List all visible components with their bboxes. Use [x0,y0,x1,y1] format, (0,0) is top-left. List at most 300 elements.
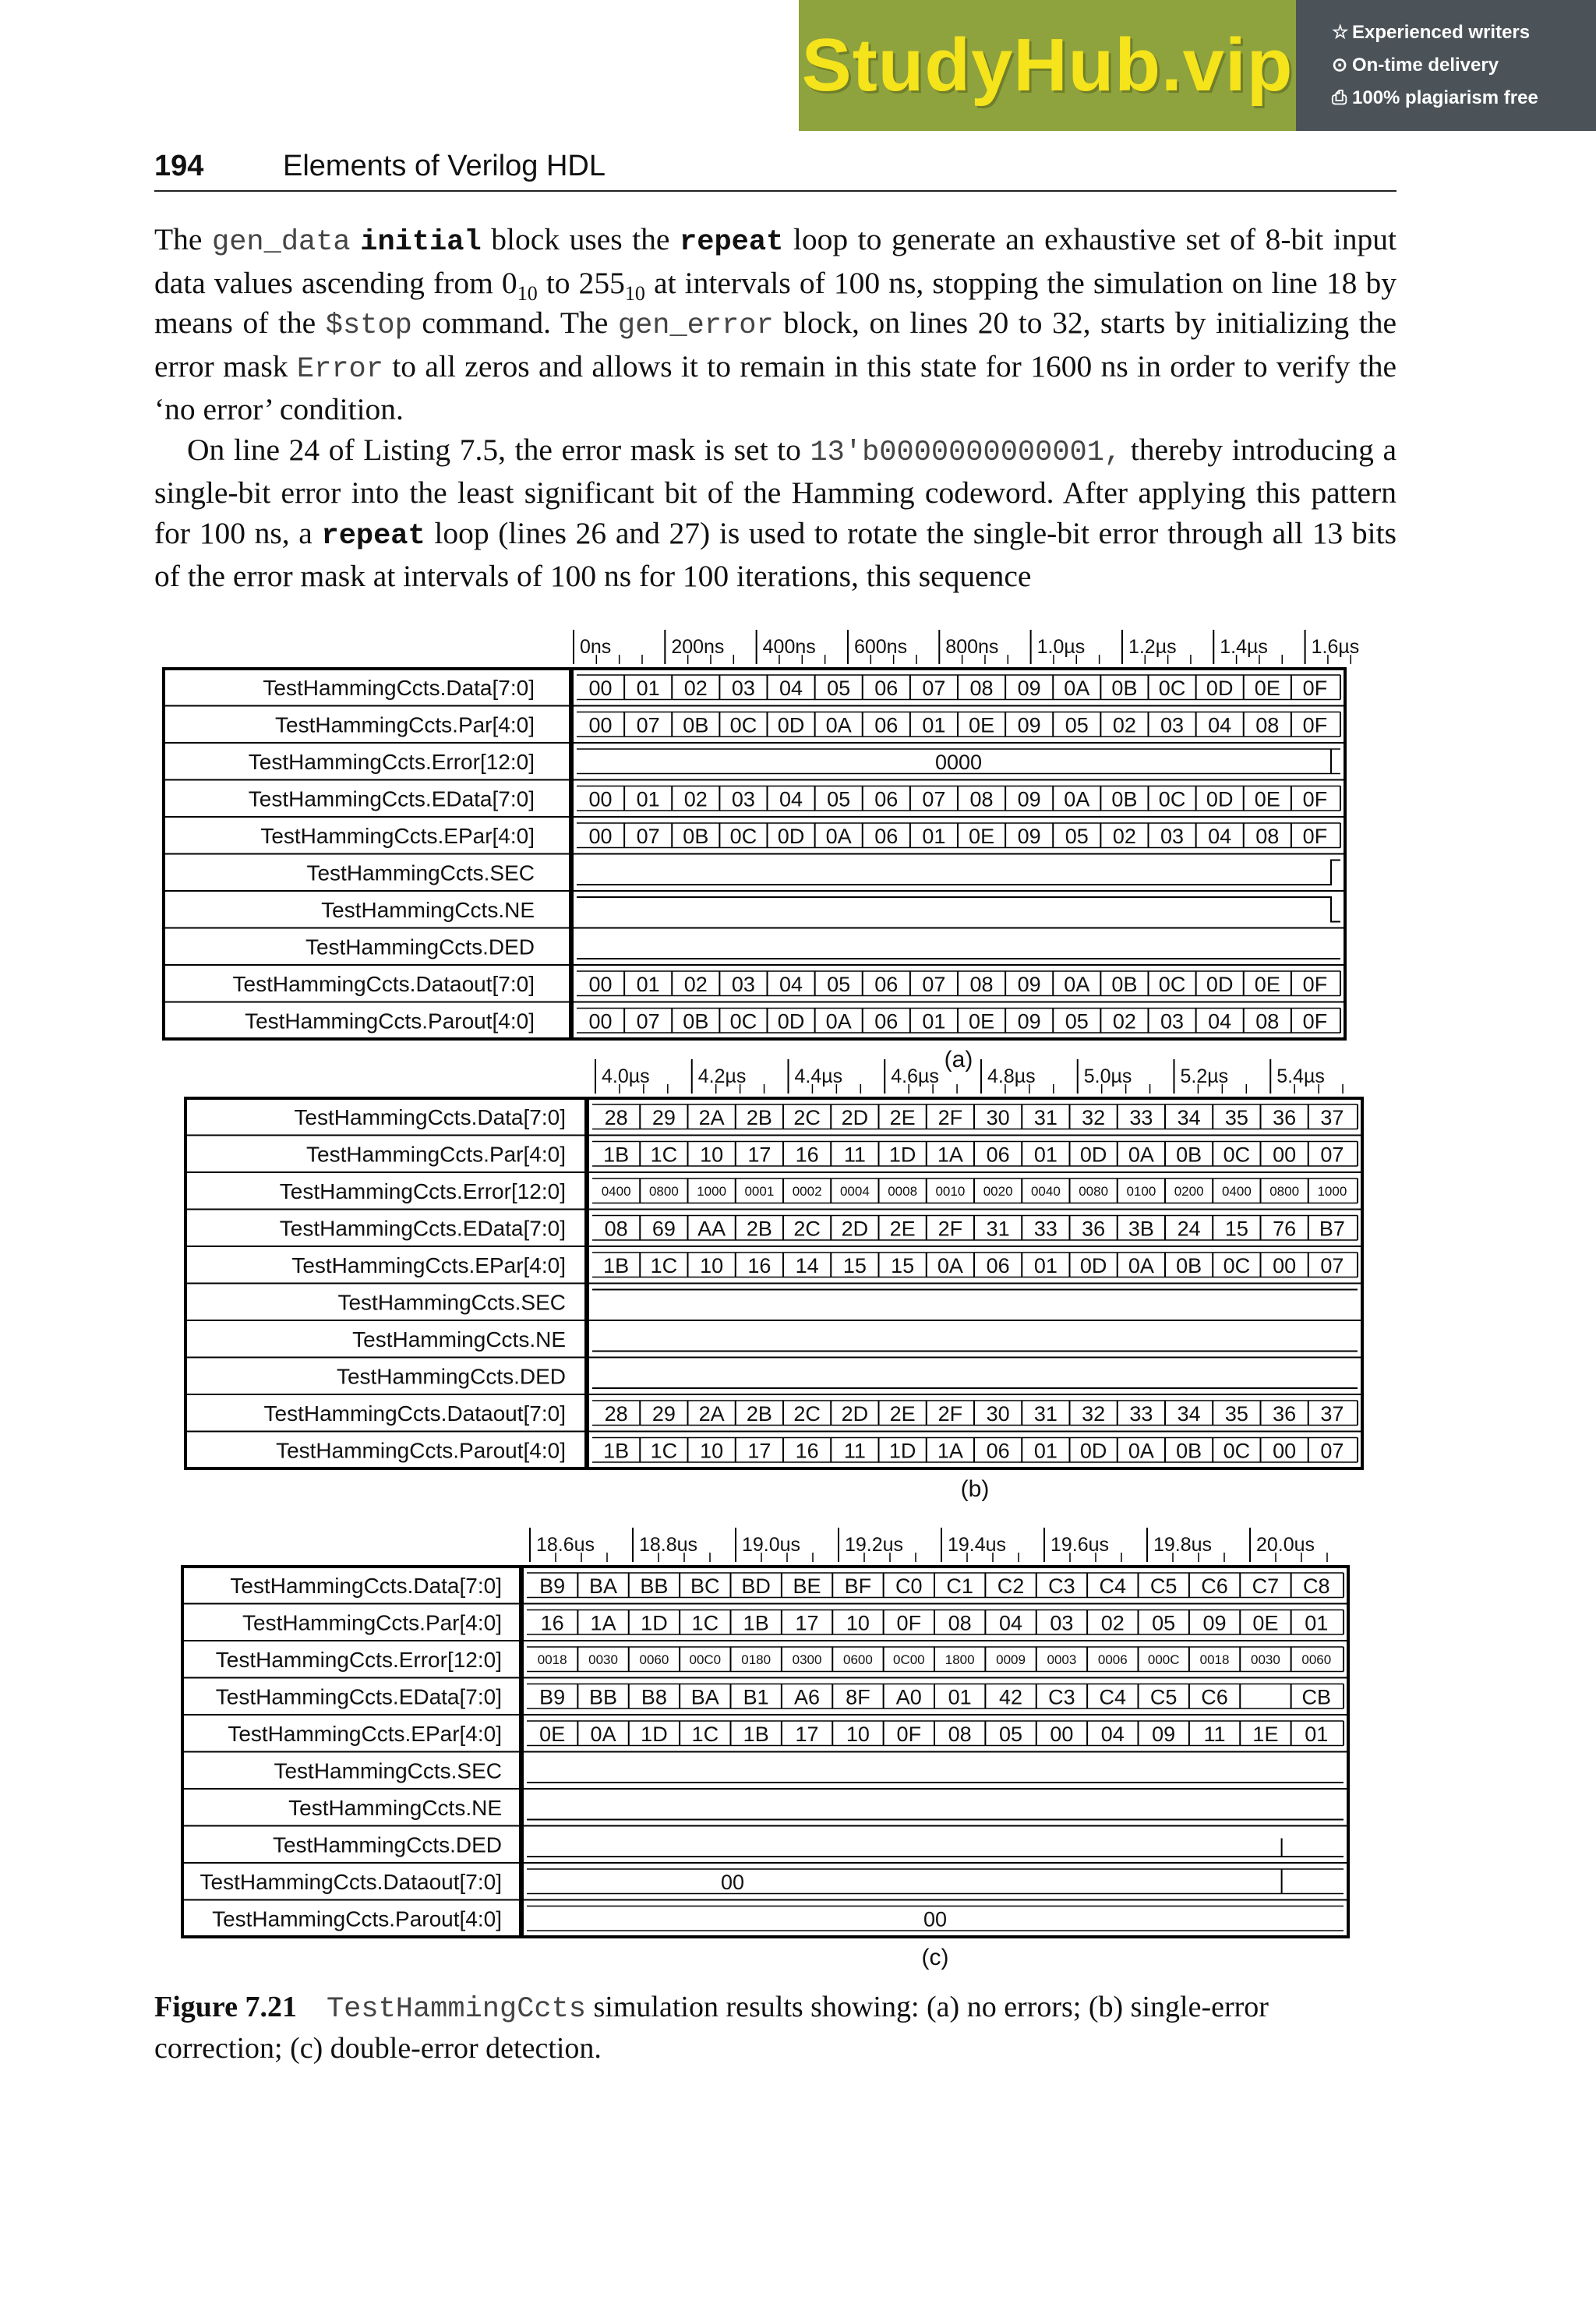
bus-value: 69 [651,1217,676,1241]
bus-value: 08 [948,1722,972,1746]
bus-value: 0A [937,1253,963,1277]
bus-value: 0E [539,1722,566,1746]
bus-value: 1D [888,1439,916,1463]
bus-value: 00C0 [689,1652,722,1667]
waveform-svg [162,624,1390,1086]
bus-value: 04 [999,1611,1023,1635]
bus-value: 17 [795,1722,819,1746]
bus-value: 02 [683,676,708,700]
bus-value: 37 [1320,1401,1344,1426]
bus-value: 06 [986,1253,1010,1277]
bus-value: 0F [1302,1009,1328,1034]
bus-value: 16 [540,1611,564,1635]
bus-value: 0010 [935,1183,966,1199]
time-tick-label: 20.0us [1256,1534,1315,1556]
bus-value: 2F [937,1217,963,1241]
bus-value: 29 [651,1105,676,1129]
bus-value: C7 [1252,1574,1280,1598]
bus-value: BA [690,1685,719,1709]
bus-value: 03 [731,676,755,700]
running-title: Elements of Verilog HDL [283,150,606,182]
time-tick-label: 18.6us [536,1534,595,1556]
bus-value: 00 [588,972,613,996]
bus-value: C8 [1303,1574,1330,1598]
time-tick-label: 0ns [580,636,612,658]
bus-value: 0800 [648,1183,679,1199]
bus-value: 0004 [839,1183,870,1199]
bus-value: 76 [1273,1217,1297,1241]
bus-value: 0A [1128,1439,1154,1463]
bus-value: 08 [1255,1009,1280,1034]
signal-name: TestHammingCcts.Parout[4:0] [276,1438,566,1463]
signal-name: TestHammingCcts.EPar[4:0] [260,823,535,848]
banner-feature-writers: ☆ Experienced writers [1332,20,1596,53]
bus-value: 0F [1302,824,1328,848]
time-tick-label: 4.6µs [891,1065,939,1087]
bus-value: 0030 [1251,1652,1280,1667]
bus-value: 2F [937,1105,963,1129]
bus-value: 05 [1065,713,1089,737]
bus-value: 1B [743,1611,769,1635]
code-term: Error [296,352,383,386]
text-run: loop (lines 26 and 27) is used to rotate the single-bit error through all 13 bits of the error mask at intervals of 100 ns for 100 iterations, this sequence [154,515,1396,593]
bus-value: 0A [1064,972,1090,996]
bus-value: 0D [777,824,805,848]
bus-value: 01 [636,972,660,996]
bus-value: 01 [1305,1611,1329,1635]
time-tick-label: 4.4µs [794,1065,843,1087]
bus-value: C1 [946,1574,973,1598]
bus-value: 0001 [744,1183,775,1199]
logic-trace [577,860,1340,885]
signal-name: TestHammingCcts.Par[4:0] [242,1610,502,1635]
signal-name: TestHammingCcts.Parout[4:0] [245,1009,535,1034]
bus-value: 00 [588,713,613,737]
bus-value: 0060 [1301,1652,1332,1667]
signal-name: TestHammingCcts.SEC [274,1758,502,1783]
bus-value: 0C [1223,1143,1251,1167]
bus-value: 1C [650,1439,678,1463]
bus-value: 2C [793,1105,821,1129]
bus-value: C4 [1099,1685,1127,1709]
bus-value: 0B [683,824,709,848]
subscript: 10 [517,281,538,305]
paragraph-1 [154,220,1396,430]
bus-value: 09 [1017,676,1041,700]
bus-value: A0 [895,1685,922,1709]
bus-value: 0D [777,1009,805,1034]
paragraph-2 [154,430,1396,597]
bus-value: 0A [590,1722,616,1746]
time-tick-label: 18.8us [639,1534,698,1556]
bus-value: 10 [700,1143,724,1167]
bus-value: 2E [889,1217,916,1241]
bus-value: C0 [895,1574,923,1598]
bus-value: 05 [827,787,851,811]
bus-value: 36 [1273,1105,1297,1129]
bus-value: BD [741,1574,771,1598]
bus-value: 0002 [792,1183,822,1199]
bus-value: 0400 [1221,1183,1252,1199]
waveform-svg [181,1522,1393,1984]
bus-value: 01 [636,676,660,700]
signal-name: TestHammingCcts.EData[7:0] [248,786,535,811]
text-run: to all zeros and allows it to remain in this state for 1600 ns in order to verify the ‘no error’ condition. [154,348,1397,426]
signal-name: TestHammingCcts.NE [288,1795,502,1820]
bus-value: 06 [874,824,899,848]
text-run [351,222,361,256]
bus-value: 07 [1320,1253,1344,1277]
signal-name: TestHammingCcts.EData[7:0] [279,1216,566,1241]
bus-value: 08 [948,1611,972,1635]
bus-value: 00 [588,1009,613,1034]
bus-value: 01 [1033,1143,1058,1167]
bus-value: 11 [843,1439,866,1463]
bus-value: 0A [1128,1143,1154,1167]
bus-value: 07 [1320,1439,1344,1463]
bus-value: 01 [1033,1439,1058,1463]
bus-value: 15 [891,1253,915,1277]
bus-value: 2D [841,1401,869,1426]
bus-value: 1C [691,1722,719,1746]
bus-value: 34 [1177,1401,1201,1426]
bus-value: 36 [1082,1217,1106,1241]
signal-name: TestHammingCcts.SEC [337,1290,566,1315]
bus-value: 00 [1273,1253,1297,1277]
bus-value: 17 [795,1611,819,1635]
bus-value: BA [589,1574,618,1598]
time-tick-label: 19.0us [742,1534,801,1556]
time-tick-label: 600ns [853,636,908,658]
bus-value: 08 [1255,824,1280,848]
bus-value: 0E [1254,787,1280,811]
bus-value: 06 [874,972,899,996]
bus-value: 2B [746,1217,772,1241]
bus-value: 29 [651,1401,676,1426]
bus-value: 04 [1208,1009,1232,1034]
bus-value: 09 [1152,1722,1176,1746]
bus-value: 16 [747,1253,772,1277]
bus-value: 3B [1128,1217,1154,1241]
text-run: at intervals of 100 ns, stopping the simulation on line 18 by means of the [154,265,1396,340]
running-header [154,150,1396,192]
bus-value: C6 [1201,1685,1228,1709]
star-icon: ☆ [1332,22,1349,43]
signal-name: TestHammingCcts.NE [321,897,535,922]
bus-value: 0B [683,713,709,737]
bus-value: 04 [1208,713,1232,737]
bus-value: 28 [604,1401,628,1426]
signal-name: TestHammingCcts.Data[7:0] [230,1573,502,1598]
bus-value: 02 [1112,824,1136,848]
bus-value: 03 [1160,1009,1185,1034]
bus-value: CB [1301,1685,1332,1709]
bus-value: 2A [698,1105,725,1129]
bus-value: 1C [650,1143,678,1167]
bus-value: 2C [793,1401,821,1426]
bus-value: 07 [636,1009,660,1034]
bus-value: 0400 [601,1183,631,1199]
bus-value: 0D [1079,1253,1107,1277]
bus-value: 0F [1302,676,1328,700]
bus-value: B8 [641,1685,667,1709]
bus-value: 01 [1033,1253,1058,1277]
text-run: loop to generate an exhaustive set of 8-bit input data values ascending from 0 [154,222,1396,300]
bus-value: C5 [1149,1685,1178,1709]
bus-value: 1A [590,1611,616,1635]
bus-value: 2D [841,1105,869,1129]
bus-value: 07 [1320,1143,1344,1167]
time-tick-label: 5.0µs [1083,1065,1132,1087]
studyhub-logo[interactable]: StudyHub.vip [799,0,1296,131]
bus-value: 1B [603,1253,630,1277]
body-text [154,220,1396,597]
time-tick-label: 1.4µs [1220,636,1268,658]
bus-value: 2E [889,1105,916,1129]
bus-value: 0006 [1097,1652,1128,1667]
bus-value: 06 [874,787,899,811]
bus-value: 0B [1176,1439,1202,1463]
bus-value: 42 [999,1685,1023,1709]
bus-value: 0B [1176,1143,1202,1167]
bus-value: 0E [1252,1611,1279,1635]
bus-value: 04 [779,676,803,700]
signal-name: TestHammingCcts.EData[7:0] [215,1684,502,1709]
bus-value: B1 [743,1685,769,1709]
text-run: block, on lines 20 to 32, starts by initializing the error mask [154,306,1396,383]
bus-value: 02 [683,787,708,811]
text-run: to 255 [537,265,625,300]
time-tick-label: 19.8us [1153,1534,1213,1556]
code-term: gen_error [617,309,774,342]
code-term: repeat [680,226,784,259]
signal-name: TestHammingCcts.Error[12:0] [215,1647,502,1672]
time-tick-label: 4.0µs [602,1065,650,1087]
bus-value: 01 [948,1685,972,1709]
code-term: 13'b0000000000001, [810,436,1122,469]
bus-value: 06 [874,676,899,700]
bus-value: 10 [700,1253,724,1277]
bus-value: 33 [1033,1217,1058,1241]
bus-value: 0D [1206,972,1234,996]
panel-label: (a) [944,1047,973,1072]
bus-value: 09 [1017,787,1041,811]
bus-value: 0C [729,713,757,737]
bus-value: 08 [604,1217,628,1241]
bus-value: 02 [683,972,708,996]
signal-name: TestHammingCcts.Data[7:0] [263,675,535,700]
subscript: 10 [624,281,645,305]
bus-value: 01 [922,1009,946,1034]
bus-value: 0C [729,824,757,848]
bus-value: 08 [969,676,994,700]
waveform-a [162,624,1390,1086]
bus-value: 0E [1254,972,1280,996]
text-run: thereby introducing a single-bit error into the least significant bit of the Hamming codeword. After applying this pattern for 100 ns, a [154,432,1396,550]
bus-value: 09 [1017,972,1041,996]
text-run: command. The [411,306,618,340]
time-tick-label: 200ns [671,636,725,658]
bus-value: 0E [1254,676,1280,700]
bus-value: 0080 [1079,1183,1109,1199]
bus-value: 0030 [588,1652,618,1667]
time-tick-label: 5.4µs [1276,1065,1325,1087]
bus-value: 01 [1305,1722,1329,1746]
bus-value: 0100 [1126,1183,1156,1199]
bus-value: 0D [1206,787,1234,811]
bus-value: 02 [1112,1009,1136,1034]
bus-value: 07 [636,713,660,737]
bus-value: BF [844,1574,872,1598]
bus-value: 0B [1111,676,1138,700]
time-tick-label: 19.4us [948,1534,1007,1556]
bus-value: 0E [969,824,995,848]
bus-value: 0F [896,1611,922,1635]
bus-value: 03 [1160,824,1185,848]
bus-value: 0D [1079,1143,1107,1167]
bus-value: 8F [846,1685,870,1709]
ad-banner[interactable] [799,0,1596,131]
bus-value: 0060 [639,1652,669,1667]
bus-value: 1C [650,1253,678,1277]
bus-value: 01 [922,713,946,737]
bus-value: 09 [1017,713,1041,737]
logic-trace [527,1839,1344,1857]
bus-value: 1800 [945,1652,975,1667]
panel-label: (c) [921,1945,949,1970]
bus-value: 07 [922,787,946,811]
bus-value: 16 [795,1143,819,1167]
bus-value: 0040 [1030,1183,1061,1199]
bus-value: 0F [1302,787,1328,811]
bus-value: 31 [1033,1401,1058,1426]
bus-value: 0C [1223,1253,1251,1277]
bus-value: 17 [747,1143,772,1167]
bus-value: 0C [1158,676,1186,700]
bus-value: C4 [1099,1574,1127,1598]
bus-value: 00 [588,824,613,848]
bus-value: 0A [825,713,852,737]
bus-value: B9 [539,1685,566,1709]
signal-name: TestHammingCcts.Error[12:0] [248,749,535,774]
bus-value: 35 [1224,1105,1248,1129]
bus-value: 0A [1064,787,1090,811]
bus-value: 0300 [792,1652,822,1667]
bus-value: 0600 [843,1652,873,1667]
bus-value: 0180 [741,1652,772,1667]
bus-value: 06 [874,713,899,737]
bus-value: 15 [842,1253,867,1277]
bus-value: 0E [969,1009,995,1034]
bus-value: 2B [746,1105,772,1129]
signal-name: TestHammingCcts.EPar[4:0] [228,1721,502,1746]
bus-value: 00 [923,1907,948,1931]
waveform-c [181,1522,1393,1984]
bus-value: 03 [731,972,755,996]
signal-name: TestHammingCcts.DED [336,1364,566,1389]
bus-value: 05 [1065,824,1089,848]
bus-value: 07 [636,824,660,848]
signal-name: TestHammingCcts.Par[4:0] [275,712,535,737]
bus-value: 0A [1128,1253,1154,1277]
bus-value: 0F [1302,972,1328,996]
bus-value: 10 [846,1722,870,1746]
signal-name: TestHammingCcts.Par[4:0] [306,1142,566,1167]
bus-value: BB [589,1685,618,1709]
bus-value: 2A [698,1401,725,1426]
bus-value: 0020 [983,1183,1013,1199]
code-term: $stop [325,309,412,342]
bus-value: 0C00 [892,1652,925,1667]
bus-value: 2E [889,1401,916,1426]
bus-value: 00 [1273,1143,1297,1167]
bus-value: 0F [1302,713,1328,737]
bus-value: 07 [922,972,946,996]
text-run: On line 24 of Listing 7.5, the error mask is set to [187,432,810,467]
bus-value: 17 [747,1439,772,1463]
signal-name: TestHammingCcts.Data[7:0] [294,1104,566,1129]
signal-name: TestHammingCcts.DED [305,935,535,959]
bus-value: 1E [1252,1722,1279,1746]
document-icon: ⎙ [1332,87,1347,108]
time-tick-label: 5.2µs [1180,1065,1229,1087]
bus-value: 00 [588,676,613,700]
signal-name: TestHammingCcts.Error[12:0] [279,1178,566,1203]
bus-value: 0A [825,824,852,848]
bus-value: C5 [1149,1574,1178,1598]
bus-value: 0018 [1199,1652,1230,1667]
bus-value: 32 [1082,1401,1106,1426]
bus-value: 0B [683,1009,709,1034]
bus-value: 00 [1050,1722,1074,1746]
bus-value: 03 [1160,713,1185,737]
bus-value: 30 [986,1401,1010,1426]
bus-value: 1C [691,1611,719,1635]
bus-value: 06 [986,1439,1010,1463]
bus-value: 05 [1152,1611,1176,1635]
bus-value: 0A [1064,676,1090,700]
time-tick-label: 400ns [762,636,816,658]
bus-value: 37 [1320,1105,1344,1129]
bus-value: 01 [922,824,946,848]
bus-value: 0B [1111,972,1138,996]
bus-value: 09 [1017,824,1041,848]
figure-caption-text: simulation results showing: (a) no errors; (b) single-error correction; (c) double-error detection. [154,1991,1269,2065]
bus-value: BC [690,1574,720,1598]
bus-value: 30 [986,1105,1010,1129]
page-number: 194 [154,150,204,182]
bus-value: 0F [896,1722,922,1746]
bus-value: BB [640,1574,669,1598]
bus-value: 10 [846,1611,870,1635]
bus-value: 0B [1111,787,1138,811]
bus-value: 08 [969,972,994,996]
clock-icon: ⊙ [1332,55,1348,76]
bus-value: 0E [969,713,995,737]
signal-name: TestHammingCcts.Dataout[7:0] [200,1869,502,1894]
figure-label: Figure 7.21 [154,1991,297,2023]
bus-value: 0003 [1047,1652,1077,1667]
bus-value: 1D [641,1722,668,1746]
signal-name: TestHammingCcts.Dataout[7:0] [232,971,535,996]
bus-value: B9 [539,1574,566,1598]
bus-value: 0D [777,713,805,737]
bus-value: 24 [1177,1217,1201,1241]
time-tick-label: 800ns [945,636,999,658]
bus-value: 2C [793,1217,821,1241]
bus-value: 0D [1079,1439,1107,1463]
time-tick-label: 1.0µs [1036,636,1086,658]
